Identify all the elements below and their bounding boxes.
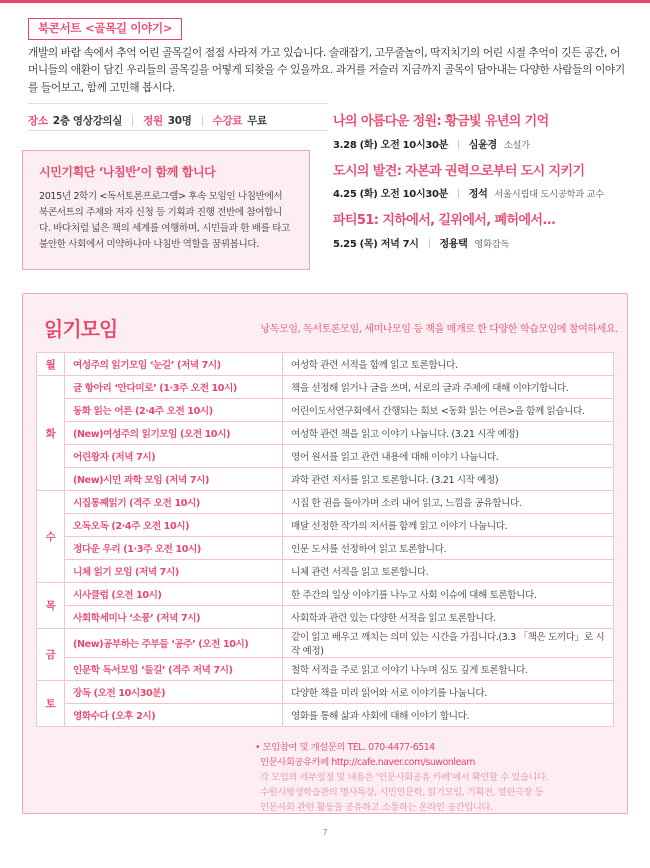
- table-cell-description: 영화를 통해 삶과 사회에 대해 이야기 합니다.: [283, 704, 614, 727]
- program-list: [333, 114, 633, 263]
- table-cell-group-name: 인문학 독서모임 ‘들길’ (격주 저녁 7시): [65, 658, 283, 681]
- table-cell-description: 매달 선정한 작가의 저서를 함께 읽고 이야기 나눕니다.: [283, 514, 614, 537]
- program-meta-separator: [458, 189, 459, 198]
- table-row: [37, 468, 614, 491]
- table-cell-day: 화: [37, 376, 65, 491]
- page-number: 7: [322, 828, 328, 837]
- table-cell-description: 책을 선정해 읽거나 글을 쓰며, 서로의 글과 주제에 대해 이야기합니다.: [283, 376, 614, 399]
- table-row: [37, 514, 614, 537]
- table-cell-description: 과학 관련 저서를 읽고 토론합니다. (3.21 시작 예정): [283, 468, 614, 491]
- table-row: [37, 606, 614, 629]
- program-speaker-role: 서울시립대 도시공학과 교수: [494, 189, 604, 201]
- table-cell-group-name: 니체 읽기 모임 (저녁 7시): [65, 560, 283, 583]
- program-date: 4.25 (화) 오전 10시30분: [333, 189, 448, 201]
- reading-groups-table: [36, 352, 614, 727]
- info-divider-top: [28, 103, 328, 104]
- table-cell-description: 시집 한 권을 돌아가며 소리 내어 읽고, 느낌을 공유합니다.: [283, 491, 614, 514]
- footer-note-2: 수원시평생학습관의 명사특강, 시민인문학, 읽기모임, 기획전, 열린극장 등: [260, 787, 544, 799]
- info-key-venue: 장소: [28, 115, 48, 127]
- table-row: [37, 376, 614, 399]
- footer-phone-text: 모임참여 및 개설문의 TEL. 070-4477-6514: [262, 742, 435, 753]
- table-cell-group-name: 사회학세미나 ‘소풍’ (저녁 7시): [65, 606, 283, 629]
- table-cell-group-name: (New)여성주의 읽기모임 (오전 10시): [65, 422, 283, 445]
- table-cell-group-name: 장독 (오전 10시30분): [65, 681, 283, 704]
- footer-contact: [255, 740, 615, 815]
- footer-cafe-link[interactable]: 인문사회공유카페 http://cafe.naver.com/suwonlearn: [260, 757, 475, 769]
- program-title: 파티51: 지하에서, 길위에서, 폐허에서...: [333, 213, 556, 229]
- table-cell-description: 사회학과 관련 있는 다양한 서적을 읽고 토론합니다.: [283, 606, 614, 629]
- program-meta: [333, 136, 633, 151]
- program-speaker: 정석: [468, 189, 488, 201]
- info-separator-2: [202, 115, 203, 126]
- table-row: [37, 399, 614, 422]
- info-key-capacity: 정원: [143, 115, 163, 127]
- bullet-icon: •: [255, 742, 261, 753]
- info-line: [28, 113, 328, 128]
- table-row: [37, 583, 614, 606]
- table-row: [37, 560, 614, 583]
- table-cell-description: 같이 읽고 배우고 깨치는 의미 있는 시간을 가집니다.(3.3 「책은 도끼다」로 시작 예정): [283, 629, 614, 658]
- table-row: [37, 704, 614, 727]
- table-cell-group-name: 시집통째읽기 (격주 오전 10시): [65, 491, 283, 514]
- table-cell-group-name: (New)공부하는 주부들 ‘공주’ (오전 10시): [65, 629, 283, 658]
- footer-line-note2: [255, 785, 615, 800]
- citizen-planning-title: 시민기획단 ‘나침반’이 함께 합니다: [39, 165, 216, 179]
- program-item: [333, 213, 633, 250]
- table-cell-day: 금: [37, 629, 65, 681]
- table-cell-description: 어린이도서연구회에서 간행되는 회보 <동화 읽는 어른>을 함께 읽습니다.: [283, 399, 614, 422]
- table-cell-group-name: 글 항아리 ‘안다미로’ (1·3주 오전 10시): [65, 376, 283, 399]
- footer-line-note1: [255, 770, 615, 785]
- program-meta-separator: [458, 140, 459, 149]
- program-meta-separator: [429, 239, 430, 248]
- program-title: 도시의 발견: 자본과 권력으로부터 도시 지키기: [333, 163, 585, 179]
- program-date: 5.25 (목) 저녁 7시: [333, 238, 419, 250]
- info-value-capacity: 30명: [167, 115, 192, 127]
- table-cell-description: 철학 서적을 주로 읽고 이야기 나누며 심도 깊게 토론합니다.: [283, 658, 614, 681]
- program-speaker-role: 영화감독: [474, 238, 510, 250]
- table-cell-group-name: 여성주의 읽기모임 ‘눈길’ (저녁 7시): [65, 353, 283, 376]
- table-row: [37, 445, 614, 468]
- table-cell-day: 월: [37, 353, 65, 376]
- table-cell-description: 니체 관련 서적을 읽고 토론합니다.: [283, 560, 614, 583]
- table-cell-group-name: 영화수다 (오후 2시): [65, 704, 283, 727]
- program-meta: [333, 185, 633, 200]
- table-cell-day: 목: [37, 583, 65, 629]
- table-cell-description: 다양한 책을 미리 읽어와 서로 이야기를 나눕니다.: [283, 681, 614, 704]
- info-key-fee: 수강료: [212, 115, 243, 127]
- program-date: 3.28 (화) 오전 10시30분: [333, 139, 448, 151]
- table-row: [37, 422, 614, 445]
- footer-line-phone: [255, 740, 615, 755]
- table-row: [37, 681, 614, 704]
- reading-groups-table-body: [37, 353, 614, 727]
- reading-groups-title: 읽기모임: [44, 317, 118, 341]
- top-rule: [0, 0, 650, 3]
- citizen-planning-body: 2015년 2학기 <독서토론프로그램> 후속 모임인 나침반에서 북콘서트의 주제와 저자 신청 등 기획과 진행 전반에 참여합니다. 바다처럼 넓은 책의 세계를 여행하며, 시민들과 한 배를 타고 불안한 사회에서 미약하나마 나침반 역할을 꿈꿔봅니다.: [39, 191, 290, 251]
- table-cell-day: 토: [37, 681, 65, 727]
- table-cell-description: 영어 원서를 읽고 관련 내용에 대해 이야기 나눕니다.: [283, 445, 614, 468]
- table-row: [37, 491, 614, 514]
- table-row: [37, 629, 614, 658]
- footer-line-note3: [255, 800, 615, 815]
- program-speaker: 정용택: [439, 238, 468, 250]
- program-item: [333, 114, 633, 151]
- program-item: [333, 164, 633, 201]
- table-cell-group-name: 오독오독 (2·4주 오전 10시): [65, 514, 283, 537]
- table-cell-group-name: 동화 읽는 어른 (2·4주 오전 10시): [65, 399, 283, 422]
- table-cell-day: 수: [37, 491, 65, 583]
- table-cell-description: 한 주간의 일상 이야기를 나누고 사회 이슈에 대해 토론합니다.: [283, 583, 614, 606]
- program-meta: [333, 235, 633, 250]
- concert-title-container: [28, 17, 182, 40]
- info-value-fee: 무료: [247, 115, 267, 127]
- info-divider-bottom: [28, 130, 328, 131]
- table-row: [37, 353, 614, 376]
- table-row: [37, 658, 614, 681]
- table-cell-description: 여성학 관련 책을 읽고 이야기 나눕니다. (3.21 시작 예정): [283, 422, 614, 445]
- table-cell-group-name: 어린왕자 (저녁 7시): [65, 445, 283, 468]
- table-cell-description: 인문 도서를 선정하여 읽고 토론합니다.: [283, 537, 614, 560]
- program-speaker-role: 소설가: [503, 139, 530, 151]
- footer-note-3: 인문사회 관련 활동을 공유하고 소통하는 온라인 공간입니다.: [260, 802, 493, 814]
- footer-note-1: 각 모임의 세부일정 및 내용은 ‘인문사회공유 카페’에서 확인할 수 있습니다.: [260, 772, 549, 784]
- table-row: [37, 537, 614, 560]
- footer-line-cafe: [255, 755, 615, 770]
- info-value-venue: 2층 영상강의실: [52, 115, 123, 127]
- citizen-planning-box: [22, 150, 310, 270]
- table-cell-description: 여성학 관련 서적을 함께 읽고 토론합니다.: [283, 353, 614, 376]
- program-title: 나의 아름다운 정원: 황금빛 유년의 기억: [333, 114, 549, 129]
- table-cell-group-name: (New)시민 과학 모임 (저녁 7시): [65, 468, 283, 491]
- reading-groups-subtitle: 낭독모임, 독서토론모임, 세미나모임 등 책을 매개로 한 다양한 학습모임에 참여하세요.: [260, 324, 618, 335]
- info-separator-1: [132, 115, 133, 126]
- intro-paragraph: 개발의 바람 속에서 추억 어린 골목길이 점점 사라져 가고 있습니다. 술래잡기, 고무줄놀이, 딱지치기의 어린 시절 추억이 깃든 공간, 어머니들의 애환이 담긴 우리들의 골목길을 어떻게 되찾을 수 있을까요. 과거를 거슬러 지금까지 골목이 담아내는 다양한 사람들의 이야기를 들어보고, 함께 고민해 봅시다.: [28, 46, 625, 94]
- program-speaker: 심윤경: [468, 139, 497, 151]
- table-cell-group-name: 정다운 우리 (1·3주 오전 10시): [65, 537, 283, 560]
- table-cell-group-name: 시사클럽 (오전 10시): [65, 583, 283, 606]
- concert-title: 북콘서트 <골목길 이야기>: [28, 18, 182, 40]
